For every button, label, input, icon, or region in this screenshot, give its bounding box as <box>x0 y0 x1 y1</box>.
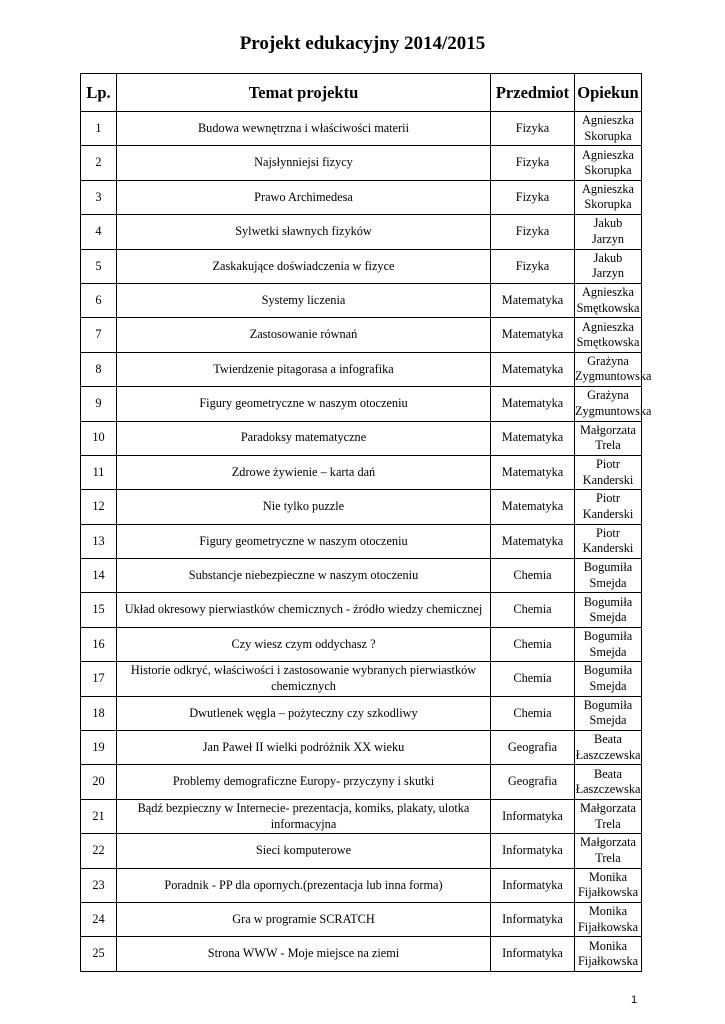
cell-lp: 18 <box>81 696 117 730</box>
cell-subject: Matematyka <box>491 524 575 558</box>
cell-lp: 15 <box>81 593 117 627</box>
tutor-first-name: Bogumiła <box>583 697 633 712</box>
cell-lp: 23 <box>81 868 117 902</box>
table-row <box>81 455 642 489</box>
cell-topic: Budowa wewnętrzna i właściwości materii <box>117 112 491 146</box>
tutor-last-name: Trela <box>595 438 621 453</box>
cell-tutor <box>575 662 642 696</box>
cell-tutor <box>575 421 642 455</box>
table-row <box>81 249 642 283</box>
tutor-last-name: Zygmuntowska <box>575 403 652 418</box>
cell-topic: Poradnik - PP dla opornych.(prezentacja lub inna forma) <box>117 868 491 902</box>
cell-lp: 14 <box>81 559 117 593</box>
tutor-last-name: Jarzyn <box>591 266 625 281</box>
tutor-last-name: Kanderski <box>582 541 634 556</box>
cell-subject: Chemia <box>491 662 575 696</box>
tutor-first-name: Małgorzata <box>580 835 636 850</box>
tutor-last-name: Skorupka <box>584 128 632 143</box>
cell-topic: Sylwetki sławnych fizyków <box>117 215 491 249</box>
cell-topic: Prawo Archimedesa <box>117 180 491 214</box>
table-row <box>81 318 642 352</box>
cell-subject: Fizyka <box>491 180 575 214</box>
table-row <box>81 593 642 627</box>
cell-topic: Jan Paweł II wielki podróżnik XX wieku <box>117 731 491 765</box>
tutor-first-name: Beata <box>594 732 622 747</box>
header-subject: Przedmiot <box>491 74 575 112</box>
cell-lp: 21 <box>81 799 117 833</box>
table-row <box>81 731 642 765</box>
cell-subject: Fizyka <box>491 249 575 283</box>
cell-topic: Zastosowanie równań <box>117 318 491 352</box>
tutor-first-name: Bogumiła <box>583 663 633 678</box>
table-row <box>81 215 642 249</box>
tutor-first-name: Monika <box>588 938 628 953</box>
table-row <box>81 559 642 593</box>
table-row <box>81 524 642 558</box>
cell-lp: 4 <box>81 215 117 249</box>
cell-subject: Chemia <box>491 627 575 661</box>
cell-subject: Matematyka <box>491 455 575 489</box>
cell-tutor <box>575 834 642 868</box>
cell-subject: Chemia <box>491 593 575 627</box>
cell-tutor <box>575 352 652 386</box>
cell-subject: Fizyka <box>491 112 575 146</box>
cell-subject: Informatyka <box>491 902 575 936</box>
cell-topic: Najsłynniejsi fizycy <box>117 146 491 180</box>
cell-topic: Układ okresowy pierwiastków chemicznych - źródło wiedzy chemicznej <box>117 593 491 627</box>
table-row <box>81 868 642 902</box>
tutor-first-name: Jakub <box>593 216 623 231</box>
cell-tutor <box>575 455 642 489</box>
cell-subject: Geografia <box>491 731 575 765</box>
cell-tutor <box>575 249 642 283</box>
tutor-first-name: Bogumiła <box>583 629 633 644</box>
cell-tutor <box>575 215 642 249</box>
cell-topic: Substancje niebezpieczne w naszym otoczeniu <box>117 559 491 593</box>
cell-tutor <box>575 937 642 971</box>
table-row <box>81 146 642 180</box>
header-topic: Temat projektu <box>117 74 491 112</box>
cell-subject: Chemia <box>491 559 575 593</box>
tutor-last-name: Łaszczewska <box>575 782 641 797</box>
tutor-last-name: Skorupka <box>584 197 632 212</box>
cell-lp: 7 <box>81 318 117 352</box>
cell-tutor <box>575 559 642 593</box>
tutor-first-name: Bogumiła <box>583 594 633 609</box>
table-row <box>81 662 642 696</box>
table-row <box>81 283 642 317</box>
cell-subject: Informatyka <box>491 868 575 902</box>
cell-topic: Zdrowe żywienie – karta dań <box>117 455 491 489</box>
tutor-first-name: Beata <box>594 766 622 781</box>
cell-topic: Paradoksy matematyczne <box>117 421 491 455</box>
tutor-first-name: Małgorzata <box>580 422 636 437</box>
table-row <box>81 834 642 868</box>
cell-lp: 22 <box>81 834 117 868</box>
cell-topic: Strona WWW - Moje miejsce na ziemi <box>117 937 491 971</box>
cell-tutor <box>575 318 642 352</box>
header-lp: Lp. <box>81 74 117 112</box>
tutor-last-name: Smejda <box>589 610 627 625</box>
cell-topic: Sieci komputerowe <box>117 834 491 868</box>
cell-subject: Fizyka <box>491 215 575 249</box>
cell-topic: Dwutlenek węgla – pożyteczny czy szkodliwy <box>117 696 491 730</box>
table-row <box>81 180 642 214</box>
cell-tutor <box>575 146 642 180</box>
cell-subject: Chemia <box>491 696 575 730</box>
tutor-last-name: Fijałkowska <box>577 954 639 969</box>
cell-tutor <box>575 490 642 524</box>
cell-topic: Bądź bezpieczny w Internecie- prezentacja, komiks, plakaty, ulotka informacyjna <box>117 799 491 833</box>
tutor-last-name: Fijałkowska <box>577 919 639 934</box>
cell-topic: Twierdzenie pitagorasa a infografika <box>117 352 491 386</box>
cell-lp: 5 <box>81 249 117 283</box>
tutor-first-name: Piotr <box>596 525 620 540</box>
cell-topic: Gra w programie SCRATCH <box>117 902 491 936</box>
cell-lp: 8 <box>81 352 117 386</box>
cell-subject: Informatyka <box>491 834 575 868</box>
cell-tutor <box>575 112 642 146</box>
tutor-first-name: Jakub <box>593 250 623 265</box>
cell-subject: Matematyka <box>491 387 575 421</box>
table-row <box>81 696 642 730</box>
tutor-last-name: Smejda <box>589 575 627 590</box>
cell-lp: 3 <box>81 180 117 214</box>
tutor-first-name: Agnieszka <box>582 319 634 334</box>
cell-tutor <box>575 902 642 936</box>
tutor-first-name: Agnieszka <box>582 285 634 300</box>
cell-subject: Fizyka <box>491 146 575 180</box>
cell-subject: Geografia <box>491 765 575 799</box>
tutor-last-name: Łaszczewska <box>575 747 641 762</box>
table-row <box>81 765 642 799</box>
page-title: Projekt edukacyjny 2014/2015 <box>239 33 486 54</box>
cell-topic: Figury geometryczne w naszym otoczeniu <box>117 524 491 558</box>
cell-tutor <box>575 627 642 661</box>
table-row <box>81 902 642 936</box>
tutor-last-name: Smejda <box>589 678 627 693</box>
page-number: 1 <box>631 994 638 1006</box>
tutor-first-name: Małgorzata <box>580 801 636 815</box>
tutor-first-name: Monika <box>588 904 628 919</box>
cell-subject: Matematyka <box>491 490 575 524</box>
cell-tutor <box>575 731 642 765</box>
table-row <box>81 387 642 421</box>
cell-subject: Informatyka <box>491 799 575 833</box>
table-row <box>81 421 642 455</box>
table-row <box>81 112 642 146</box>
tutor-last-name: Smejda <box>589 713 627 728</box>
tutor-last-name: Skorupka <box>584 163 632 178</box>
cell-topic: Systemy liczenia <box>117 283 491 317</box>
cell-topic: Problemy demograficzne Europy- przyczyny i skutki <box>117 765 491 799</box>
tutor-first-name: Agnieszka <box>582 113 634 128</box>
cell-tutor <box>575 180 642 214</box>
header-tutor: Opiekun <box>575 74 642 112</box>
table-header-row <box>81 74 642 112</box>
cell-lp: 9 <box>81 387 117 421</box>
tutor-last-name: Trela <box>595 816 621 831</box>
cell-tutor <box>575 799 642 833</box>
cell-lp: 24 <box>81 902 117 936</box>
table-row <box>81 937 642 971</box>
table-row <box>81 352 642 386</box>
cell-subject: Matematyka <box>491 283 575 317</box>
table-row <box>81 627 642 661</box>
cell-topic: Nie tylko puzzle <box>117 490 491 524</box>
tutor-first-name: Piotr <box>596 457 620 472</box>
cell-lp: 20 <box>81 765 117 799</box>
cell-topic: Historie odkryć, właściwości i zastosowanie wybranych pierwiastków chemicznych <box>117 662 491 696</box>
cell-tutor <box>575 524 642 558</box>
cell-tutor <box>575 868 642 902</box>
tutor-first-name: Grażyna <box>587 353 629 368</box>
tutor-first-name: Agnieszka <box>582 147 634 162</box>
cell-lp: 6 <box>81 283 117 317</box>
cell-lp: 12 <box>81 490 117 524</box>
cell-subject: Matematyka <box>491 421 575 455</box>
cell-topic: Czy wiesz czym oddychasz ? <box>117 627 491 661</box>
tutor-first-name: Bogumiła <box>583 560 633 575</box>
cell-lp: 16 <box>81 627 117 661</box>
tutor-last-name: Smejda <box>589 644 627 659</box>
cell-tutor <box>575 593 642 627</box>
cell-tutor <box>575 765 642 799</box>
tutor-first-name: Monika <box>588 869 628 884</box>
tutor-last-name: Kanderski <box>582 472 634 487</box>
cell-lp: 19 <box>81 731 117 765</box>
tutor-last-name: Fijałkowska <box>577 885 639 900</box>
projects-table <box>80 73 652 972</box>
cell-topic: Figury geometryczne w naszym otoczeniu <box>117 387 491 421</box>
tutor-first-name: Grażyna <box>587 388 629 403</box>
tutor-last-name: Kanderski <box>582 506 634 521</box>
cell-lp: 25 <box>81 937 117 971</box>
cell-lp: 17 <box>81 662 117 696</box>
tutor-last-name: Trela <box>595 850 621 865</box>
cell-tutor <box>575 696 642 730</box>
cell-lp: 2 <box>81 146 117 180</box>
cell-lp: 13 <box>81 524 117 558</box>
cell-tutor <box>575 283 642 317</box>
cell-lp: 11 <box>81 455 117 489</box>
cell-subject: Matematyka <box>491 352 575 386</box>
cell-lp: 1 <box>81 112 117 146</box>
cell-subject: Matematyka <box>491 318 575 352</box>
cell-lp: 10 <box>81 421 117 455</box>
table-row <box>81 490 642 524</box>
tutor-last-name: Jarzyn <box>591 231 625 246</box>
tutor-first-name: Piotr <box>596 491 620 506</box>
table-row <box>81 799 642 833</box>
cell-tutor <box>575 387 652 421</box>
table-body <box>81 112 652 972</box>
tutor-first-name: Agnieszka <box>582 181 634 196</box>
tutor-last-name: Smętkowska <box>576 300 640 315</box>
cell-subject: Informatyka <box>491 937 575 971</box>
cell-topic: Zaskakujące doświadczenia w fizyce <box>117 249 491 283</box>
tutor-last-name: Zygmuntowska <box>575 369 652 384</box>
tutor-last-name: Smętkowska <box>576 335 640 350</box>
